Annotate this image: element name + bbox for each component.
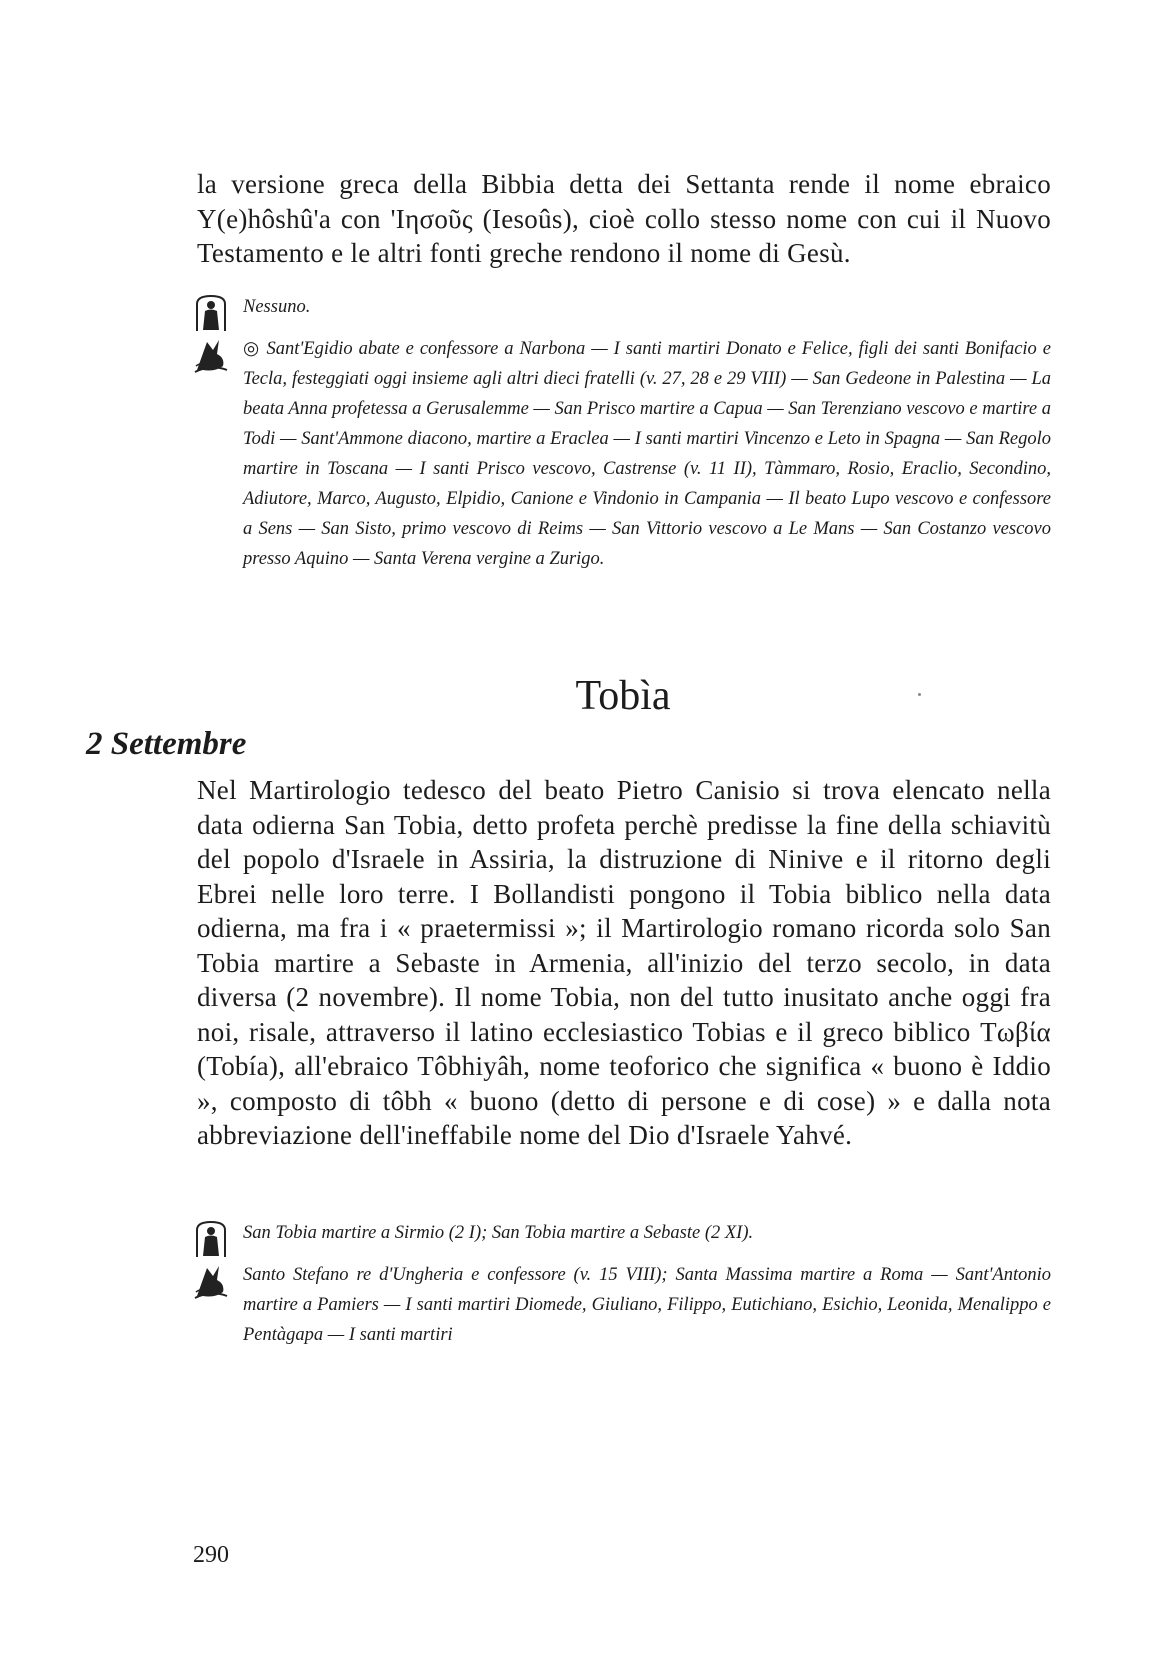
entry-title: Tobìa — [575, 673, 671, 719]
entry-date: 2 Settembre — [86, 726, 247, 762]
saints-note-day1-text: Nessuno. — [243, 297, 311, 317]
commemoration-note-day1 — [193, 334, 1051, 574]
saints-note-day1 — [193, 292, 1051, 322]
commemoration-note-day1-text: ◎ Sant'Egidio abate e confessore a Narbona — I santi martiri Donato e Felice, figli dei santi Bonifacio e Tecla, festeggiati oggi insieme agli altri dieci fratelli (v. 27, 28 e 29 VIII) — San Gedeone in Palestina — La beata Anna profetessa a Gerusalemme — San Prisco martire a Capua — San Terenziano vescovo e martire a Todi — Sant'Ammone diacono, martire a Eraclea — I santi martiri Vincenzo e Leto in Spagna — San Regolo martire in Toscana — I santi Prisco vescovo, Castrense (v. 11 II), Tàmmaro, Rosio, Eraclio, Secondino, Adiutore, Marco, Augusto, Elpidio, Canione e Vindonio in Campania — Il beato Lupo vescovo e confessore a Sens — San Sisto, primo vescovo di Reims — San Vittorio vescovo a Le Mans — San Costanzo vescovo presso Aquino — Santa Verena vergine a Zurigo. — [243, 339, 1051, 569]
saints-note-day2 — [193, 1218, 1051, 1248]
commemoration-note-day2 — [193, 1260, 1051, 1350]
eagle-emblem-icon — [193, 336, 229, 374]
saint-figure-icon — [193, 1220, 229, 1258]
saint-figure-icon — [193, 294, 229, 332]
top-paragraph: la versione greca della Bibbia detta dei Settanta rende il nome ebraico Y(e)hôshû'a con 'Ιησοῦς (Iesoûs), cioè collo stesso nome con cui il Nuovo Testamento e le altri fonti greche rendono il nome di Gesù. — [197, 169, 1051, 268]
print-speck — [918, 693, 921, 696]
saints-note-day2-text: San Tobia martire a Sirmio (2 I); San Tobia martire a Sebaste (2 XI). — [243, 1223, 754, 1243]
commemoration-note-day2-text: Santo Stefano re d'Ungheria e confessore (v. 15 VIII); Santa Massima martire a Roma — Sant'Antonio martire a Pamiers — I santi martiri Diomede, Giuliano, Filippo, Eutichiano, Esichio, Leonida, Menalippo e Pentàgapa — I santi martiri — [243, 1265, 1051, 1345]
eagle-emblem-icon — [193, 1262, 229, 1300]
entry-paragraph: Nel Martirologio tedesco del beato Pietro Canisio si trova elencato nella data odierna San Tobia, detto profeta perchè predisse la fine della schiavitù del popolo d'Israele in Assiria, la distruzione di Ninive e il ritorno degli Ebrei nelle loro terre. I Bollandisti pongono il Tobia biblico nella data odierna, ma fra i « praetermissi »; il Martirologio romano ricorda solo San Tobia martire a Sebaste in Armenia, all'inizio del terzo secolo, in data diversa (2 novembre). Il nome Tobia, non del tutto inusitato anche oggi fra noi, risale, attraverso il latino ecclesiastico Tobias e il greco biblico Τωβία (Tobía), all'ebraico Tôbhiyâh, nome teoforico che significa « buono è Iddio », composto di tôbh « buono (detto di persone e di cose) » e dalla nota abbreviazione dell'ineffabile nome del Dio d'Israele Yahvé. — [197, 775, 1051, 1150]
page-number: 290 — [193, 1542, 229, 1568]
